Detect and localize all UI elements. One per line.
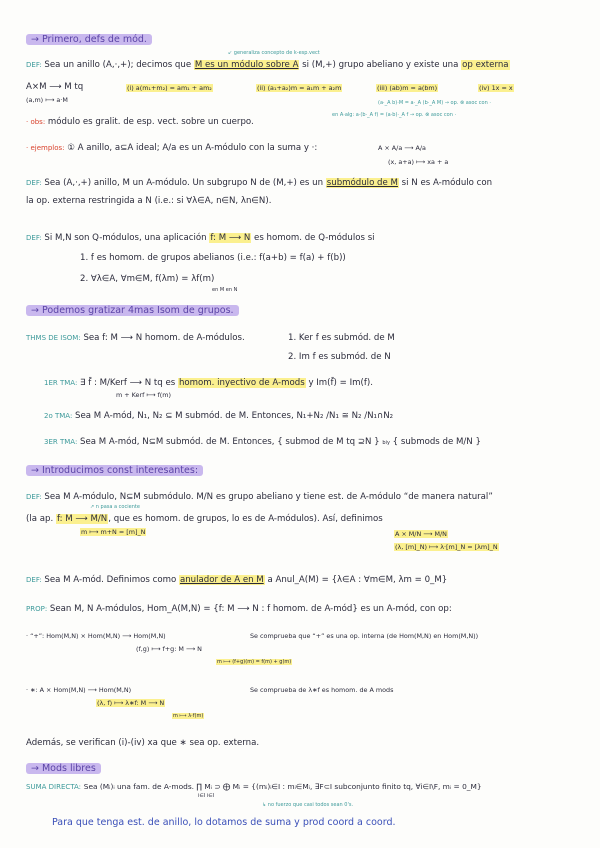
obs-line: [26, 117, 254, 128]
def-submodulo-line1: [26, 178, 492, 189]
segundo-tma-text: Sea M A-mód, N₁, N₂ ⊆ M submód. de M. Entonces, N₁+N₂ /N₁ ≅ N₂ /N₁∩N₂: [75, 411, 394, 421]
thms-isom-item-2: 2. Im f es submód. de N: [288, 352, 391, 362]
primer-tma-map-bottom: m + Kerf ⟼ f(m): [116, 391, 172, 399]
plus-op-top: · “+”: Hom(M,N) × Hom(M,N) ⟶ Hom(M,N): [26, 632, 166, 640]
def-submodulo-line2: la op. externa restringida a N (i.e.: si ∀λ∈A, n∈N, λn∈N).: [26, 196, 272, 206]
suma-directa-label: SUMA DIRECTA:: [26, 783, 82, 791]
tercer-tma-text-a: Sea M A-mód, N⊆M submód. de M. Entonces, { submod de M tq ⊇N }: [80, 437, 383, 447]
prop-hom-line: [26, 604, 452, 615]
homom-condition-2-sub: en M en N: [212, 287, 238, 293]
obs-label: · obs:: [26, 118, 46, 126]
prop-label: PROP:: [26, 605, 48, 613]
submodulo-highlight: submódulo de M: [326, 178, 398, 188]
plus-op-bottom: m ⟼ (f+g)(m) = f(m) + g(m): [217, 659, 292, 665]
def-label: DEF:: [26, 576, 42, 584]
section-title-libres: → Mods libres: [26, 763, 101, 774]
op-externa-map-top: A×M ⟶ M tq: [26, 82, 84, 92]
def-modulo-text-b: si (M,+) grupo abeliano y existe una: [299, 60, 462, 70]
op-externa-map-bottom: (a,m) ⟼ a·M: [26, 96, 68, 104]
ejemplos-text: ① A anillo, a⊆A ideal; A/a es un A-módulo con la suma y ·:: [67, 143, 318, 153]
primer-tma-text-a: ∃ f̄ : M/Kerf ⟶ N tq es: [80, 378, 178, 388]
section-title-const: → Introducimos const interesantes:: [26, 465, 203, 476]
def-modulo-line1: [26, 60, 510, 71]
prop-hom-text: Sean M, N A-módulos, Hom_A(M,N) = {f: M ⟶ N : f homom. de A-mód} es un A-mód, con op:: [49, 604, 452, 614]
primer-tma-line: [44, 378, 373, 389]
star-op-top: · ∗: A × Hom(M,N) ⟶ Hom(M,N): [26, 686, 132, 694]
star-op-bottom: m ⟼ λ·f(m): [173, 713, 204, 719]
margin-note-generaliza: ↙ generaliza concepto de k-esp.vect: [228, 50, 320, 56]
def-anulador-text: Sea M A-mód. Definimos como: [44, 575, 179, 585]
closing-note: Para que tenga est. de anillo, lo dotamos de suma y prod coord a coord.: [52, 817, 396, 828]
plus-op-note: Se comprueba que “+” es una op. interna (de Hom(M,N) en Hom(M,N)): [250, 632, 479, 640]
axiom-ii: (ii) (a₁+a₂)m = a₁m + a₂m: [257, 84, 342, 92]
def-anulador-tail: a Anul_A(M) = {λ∈A : ∀m∈M, λm = 0_M}: [264, 575, 448, 585]
ejemplo-map-top: A × A/a ⟶ A/a: [378, 144, 426, 152]
primer-tma-label: 1ER TMA:: [44, 379, 78, 387]
axiom-iii: (iii) (ab)m = a(bm): [377, 84, 438, 92]
def-label: DEF:: [26, 61, 42, 69]
star-op-mid: (λ, f) ⟼ λ∗f: M ⟶ N: [97, 699, 165, 707]
ademas-line: Además, se verifican (i)-(iv) xa que ∗ sea op. externa.: [26, 738, 260, 748]
def-label: DEF:: [26, 234, 42, 242]
kalg-note-2: en A·alg: a·(b·_A f) = (a·b)·_A f → op. ⊗ asoc con ·: [332, 112, 457, 118]
primer-tma-text-b: y Im(f̄) = Im(f).: [305, 378, 373, 388]
def-label: DEF:: [26, 493, 42, 501]
section-title-isom: → Podemos gratizar 4mas Isom de grupos.: [26, 305, 239, 316]
def-homom-line1: [26, 233, 375, 244]
op-externa-highlight: op externa: [462, 60, 509, 70]
homom-map-highlight: f: M ⟶ N: [210, 233, 251, 243]
thms-isom-item-1: 1. Ker f es submód. de M: [288, 333, 395, 343]
homom-condition-2: 2. ∀λ∈A, ∀m∈M, f(λm) = λf(m): [80, 274, 215, 284]
tercer-tma-label: 3ER TMA:: [44, 438, 78, 446]
suma-directa-note: ↳ no fuerzo que casi todos sean 0's.: [262, 802, 354, 808]
thms-isom-label: THMS DE ISOM:: [26, 334, 81, 342]
def-cociente-text: Sea M A-módulo, N⊆M submódulo. M/N es grupo abeliano y tiene est. de A-módulo “de manera natural”: [44, 492, 493, 502]
def-anulador-line: [26, 575, 447, 586]
axiom-i: (i) a(m₁+m₂) = am₁ + am₂: [127, 84, 212, 92]
def-cociente-line1: [26, 492, 493, 503]
ejemplo-map-bottom: (x, a+a) ⟼ xa + a: [388, 158, 449, 166]
thms-isom-text: Sea f: M ⟶ N homom. de A-módulos.: [83, 333, 245, 343]
kalg-note-1: (a·_A b)·M = a·_A (b·_A M) → op. ⊗ asoc con ·: [378, 100, 491, 106]
segundo-tma-label: 2o TMA:: [44, 412, 73, 420]
anulador-highlight: anulador de A en M: [179, 575, 264, 585]
tercer-tma-biy: biy: [382, 440, 390, 446]
section-title-definitions: → Primero, defs de mód.: [26, 34, 152, 45]
obs-text: módulo es gralit. de esp. vect. sobre un cuerpo.: [47, 117, 254, 127]
axiom-iv: (iv) 1x = x: [479, 84, 513, 92]
def-submodulo-text-a: Sea (A,·,+) anillo, M un A-módulo. Un subgrupo N de (M,+) es un: [44, 178, 326, 188]
def-modulo-text-a: Sea un anillo (A,·,+); decimos que: [44, 60, 194, 70]
def-submodulo-text-b: si N es A-módulo con: [398, 178, 493, 188]
cociente-map: f: M ⟶ M/N: [56, 514, 108, 524]
star-op-note: Se comprueba de λ∗f es homom. de A mods: [250, 686, 394, 694]
homom-condition-1: 1. f es homom. de grupos abelianos (i.e.: f(a+b) = f(a) + f(b)): [80, 253, 346, 263]
def-label: DEF:: [26, 179, 42, 187]
cociente-map-bottom: m ⟼ m+N = [m]_N: [81, 528, 146, 536]
cociente-ext-map-top: A × M/N ⟶ M/N: [395, 530, 447, 538]
suma-directa-indices: i∈I i∈I: [198, 793, 215, 799]
def-modulo-highlight: M es un módulo sobre A: [194, 60, 299, 70]
suma-directa-text: Sea (Mᵢ)ᵢ una fam. de A-mods. ∏ Mᵢ ⊃ ⨁ Mᵢ = {(mᵢ)ᵢ∈I : mᵢ∈Mᵢ, ∃F⊂I subconjunto finito tq, ∀i∈I\F, mᵢ = 0_M}: [83, 782, 482, 791]
primer-tma-highlight: homom. inyectivo de A-mods: [178, 378, 305, 388]
ejemplos-label: · ejemplos:: [26, 144, 65, 152]
segundo-tma-line: [44, 411, 393, 422]
def-cociente-line2: [26, 514, 383, 525]
suma-directa-line: [26, 781, 482, 793]
tercer-tma-line: [44, 437, 481, 448]
thms-isom-line: [26, 333, 245, 344]
cociente-note: ↗ n pasa a cociente: [90, 504, 140, 510]
def-homom-text-b: es homom. de Q-módulos si: [251, 233, 375, 243]
tercer-tma-text-b: { submods de M/N }: [389, 437, 481, 447]
def-homom-text-a: Si M,N son Q-módulos, una aplicación: [44, 233, 210, 243]
def-cociente-text-b: , que es homom. de grupos, lo es de A-módulos). Así, definimos: [108, 514, 383, 524]
ejemplos-line: [26, 143, 317, 154]
cociente-ext-map-bottom: (λ, [m]_N) ⟼ λ·[m]_N = [λm]_N: [395, 543, 498, 551]
plus-op-mid: (f,g) ⟼ f+g: M ⟶ N: [136, 645, 202, 653]
def-cociente-text-a: (la ap.: [26, 514, 56, 524]
